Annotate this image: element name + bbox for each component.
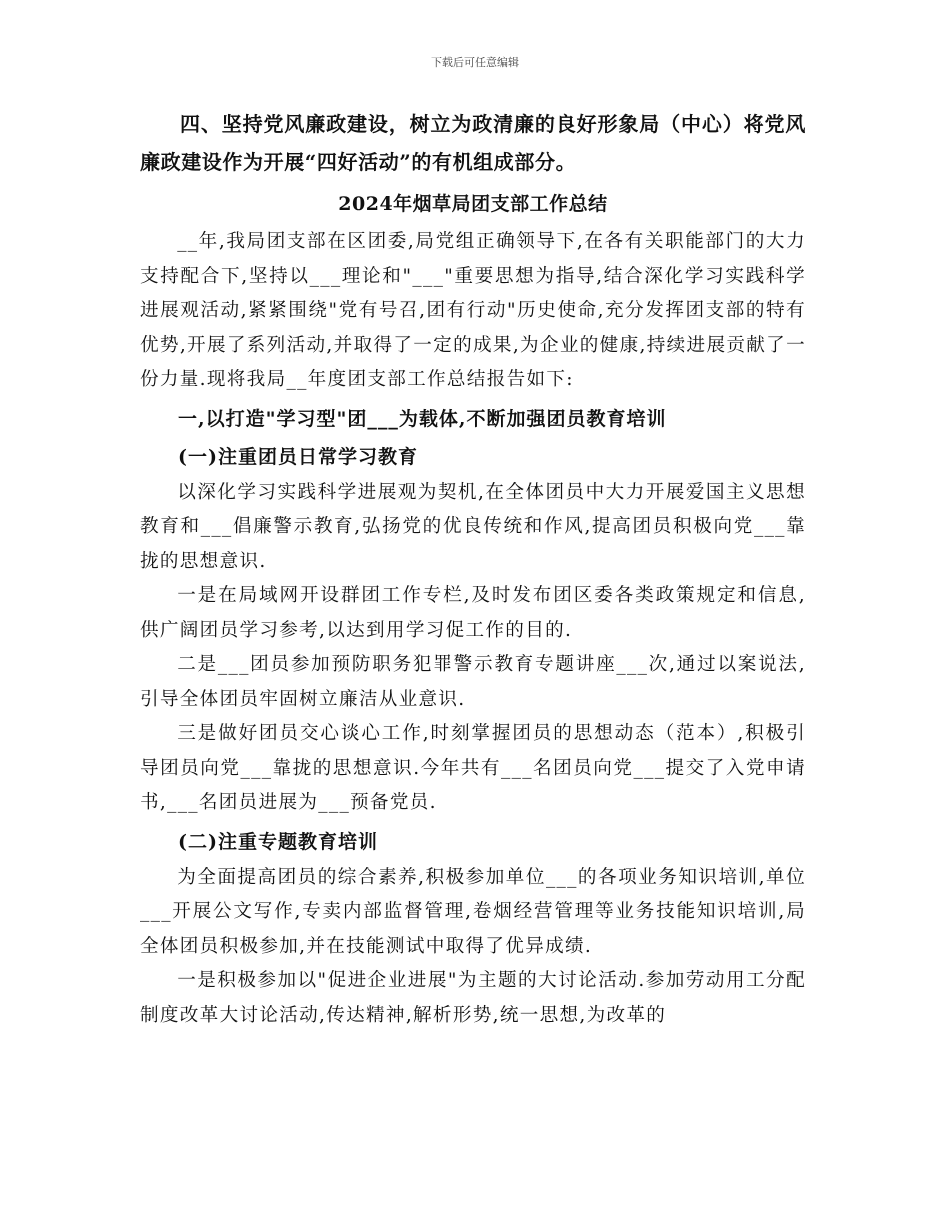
body-paragraph: 以深化学习实践科学进展观为契机,在全体团员中大力开展爱国主义思想教育和___倡廉警示教育,弘扬党的优良传统和作风,提高团员积极向党___靠拢的思想意识. [140,481,806,572]
header-note: 下载后可任意编辑 [431,56,519,69]
section-heading: 一,以打造"学习型"团___为载体,不断加强团员教育培训 [178,407,667,430]
body-paragraph: 二是___团员参加预防职务犯罪警示教育专题讲座___次,通过以案说法,引导全体团员牢固树立廉洁从业意识. [140,654,806,710]
lead-paragraph: 四、坚持党风廉政建设，树立为政清廉的良好形象局（中心）将党风廉政建设作为开展“四好活动”的有机组成部分。 [140,112,806,174]
body-paragraph: __年,我局团支部在区团委,局党组正确领导下,在各有关职能部门的大力支持配合下,坚持以___理论和"___"重要思想为指导,结合深化学习实践科学进展观活动,紧紧围绕"党有号召,团有行动"历史使命,充分发挥团支部的特有优势,开展了系列活动,并取得了一定的成果,为企业的健康,持续进展贡献了一份力量.现将我局__年度团支部工作总结报告如下: [140,231,806,390]
body-paragraph: 一是在局域网开设群团工作专栏,及时发布团区委各类政策规定和信息,供广阔团员学习参考,以达到用学习促工作的目的. [140,585,806,641]
body-paragraph: 一是积极参加以"促进企业进展"为主题的大讨论活动.参加劳动用工分配制度改革大讨论活动,传达精神,解析形势,统一思想,为改革的 [140,970,806,1026]
body-paragraph: 三是做好团员交心谈心工作,时刻掌握团员的思想动态（范本）,积极引导团员向党___靠拢的思想意识.今年共有___名团员向党___提交了入党申请书,___名团员进展为___预备党员. [140,723,806,813]
body-paragraph: 为全面提高团员的综合素养,积极参加单位___的各项业务知识培训,单位___开展公文写作,专卖内部监督管理,卷烟经营管理等业务技能知识培训,局全体团员积极参加,并在技能测试中取得了优异成绩. [140,866,806,957]
subsection-heading: (一)注重团员日常学习教育 [178,445,418,468]
document-body [140,105,806,1033]
document-title: 2024年烟草局团支部工作总结 [338,193,608,215]
subsection-heading: (二)注重专题教育培训 [178,830,378,853]
